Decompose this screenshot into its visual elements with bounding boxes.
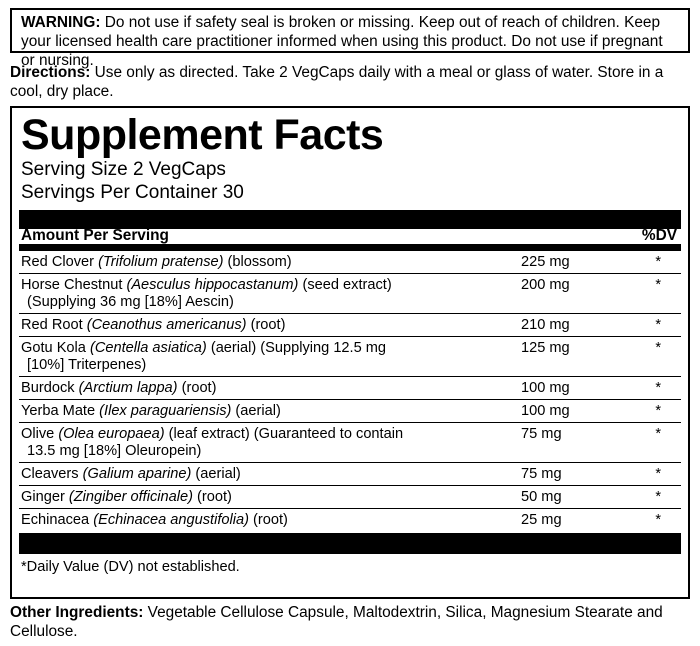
ingredient-amount: 75 mg — [521, 426, 562, 442]
ingredient-latin-name: (Ilex paraguariensis) — [99, 403, 232, 419]
directions — [10, 63, 690, 101]
ingredient-latin-name: (Zingiber officinale) — [68, 489, 193, 505]
ingredient-latin-name: (Arctium lappa) — [78, 380, 178, 396]
other-ingredients-text: Vegetable Cellulose Capsule, Maltodextrin, Silica, Magnesium Stearate and Cellulose. — [10, 604, 663, 640]
ingredient-latin-name: (Olea europaea) — [58, 426, 165, 442]
ingredient-name — [21, 380, 521, 397]
ingredient-amount: 100 mg — [521, 380, 570, 396]
amount-header-row — [19, 229, 681, 251]
warning-label: WARNING: — [21, 14, 101, 31]
ingredient-latin-name: (Aesculus hippocastanum) — [126, 277, 299, 293]
amount-header: Amount Per Serving — [21, 227, 169, 244]
servings-per-container: Servings Per Container 30 — [21, 182, 244, 203]
ingredient-common-name: Red Root — [21, 317, 87, 333]
ingredient-dv: * — [655, 340, 661, 356]
ingredient-amount: 210 mg — [521, 317, 570, 333]
table-row — [19, 274, 681, 314]
ingredient-common-name: Yerba Mate — [21, 403, 100, 419]
ingredient-name — [21, 317, 521, 334]
ingredient-common-name: Red Clover — [21, 254, 99, 270]
ingredient-part: (blossom) — [223, 254, 292, 270]
ingredient-part: (root) — [192, 489, 232, 505]
ingredient-amount: 25 mg — [521, 512, 562, 528]
ingredient-name — [21, 426, 521, 460]
ingredient-common-name: Gotu Kola — [21, 340, 90, 356]
table-row — [19, 314, 681, 337]
warning-text: Do not use if safety seal is broken or missing. Keep out of reach of children. Keep your licensed health care practitioner informed when using this product. Do not use if pregnant or nursing. — [21, 14, 663, 69]
table-row — [19, 509, 681, 531]
ingredient-dv: * — [655, 380, 661, 396]
ingredient-part: (aerial) — [231, 403, 281, 419]
ingredient-common-name: Echinacea — [21, 512, 94, 528]
ingredient-dv: * — [655, 277, 661, 293]
ingredient-detail: (Supplying 36 mg [18%] Aescin) — [27, 294, 234, 310]
other-ingredients — [10, 603, 690, 641]
ingredient-part: (seed extract) — [298, 277, 392, 293]
ingredient-detail: 13.5 mg [18%] Oleuropein) — [27, 443, 202, 459]
ingredient-part: (root) — [177, 380, 217, 396]
table-row — [19, 377, 681, 400]
table-row — [19, 251, 681, 274]
ingredient-part: (aerial) — [191, 466, 241, 482]
ingredient-latin-name: (Echinacea angustifolia) — [93, 512, 249, 528]
ingredient-part: (root) — [248, 512, 288, 528]
ingredient-common-name: Cleavers — [21, 466, 83, 482]
ingredient-amount: 75 mg — [521, 466, 562, 482]
table-row — [19, 423, 681, 463]
ingredient-rows — [19, 251, 681, 531]
ingredient-name — [21, 254, 521, 271]
footnote: *Daily Value (DV) not established. — [21, 559, 240, 575]
ingredient-common-name: Horse Chestnut — [21, 277, 127, 293]
ingredient-name — [21, 403, 521, 420]
ingredient-common-name: Burdock — [21, 380, 79, 396]
ingredient-dv: * — [655, 512, 661, 528]
ingredient-amount: 200 mg — [521, 277, 570, 293]
ingredient-latin-name: (Galium aparine) — [82, 466, 192, 482]
ingredient-part: (aerial) (Supplying 12.5 mg — [206, 340, 387, 356]
table-row — [19, 486, 681, 509]
table-row — [19, 463, 681, 486]
ingredient-part: (root) — [246, 317, 286, 333]
dv-header: %DV — [641, 227, 677, 244]
facts-title: Supplement Facts — [21, 111, 384, 159]
ingredient-latin-name: (Centella asiatica) — [89, 340, 207, 356]
ingredient-latin-name: (Trifolium pratense) — [98, 254, 224, 270]
ingredient-dv: * — [655, 466, 661, 482]
warning-box — [10, 8, 690, 69]
ingredient-name — [21, 277, 521, 311]
ingredient-name — [21, 340, 521, 374]
divider-bar-bottom — [19, 533, 681, 554]
ingredient-dv: * — [655, 489, 661, 505]
ingredient-amount: 125 mg — [521, 340, 570, 356]
ingredient-name — [21, 466, 521, 483]
ingredient-part: (leaf extract) (Guaranteed to contain — [164, 426, 404, 442]
directions-text: Use only as directed. Take 2 VegCaps daily with a meal or glass of water. Store in a cool, dry place. — [10, 64, 664, 100]
ingredient-name — [21, 489, 521, 506]
ingredient-dv: * — [655, 403, 661, 419]
ingredient-dv: * — [655, 426, 661, 442]
ingredient-dv: * — [655, 254, 661, 270]
supplement-facts-panel — [10, 106, 690, 599]
ingredient-common-name: Ginger — [21, 489, 69, 505]
directions-label: Directions: — [10, 64, 91, 81]
serving-size: Serving Size 2 VegCaps — [21, 159, 226, 180]
table-row — [19, 337, 681, 377]
ingredient-name — [21, 512, 521, 529]
ingredient-common-name: Olive — [21, 426, 59, 442]
ingredient-dv: * — [655, 317, 661, 333]
table-row — [19, 400, 681, 423]
other-ingredients-label: Other Ingredients: — [10, 604, 144, 621]
ingredient-amount: 225 mg — [521, 254, 570, 270]
ingredient-detail: [10%] Triterpenes) — [27, 357, 147, 373]
ingredient-amount: 50 mg — [521, 489, 562, 505]
ingredient-latin-name: (Ceanothus americanus) — [86, 317, 247, 333]
ingredient-amount: 100 mg — [521, 403, 570, 419]
